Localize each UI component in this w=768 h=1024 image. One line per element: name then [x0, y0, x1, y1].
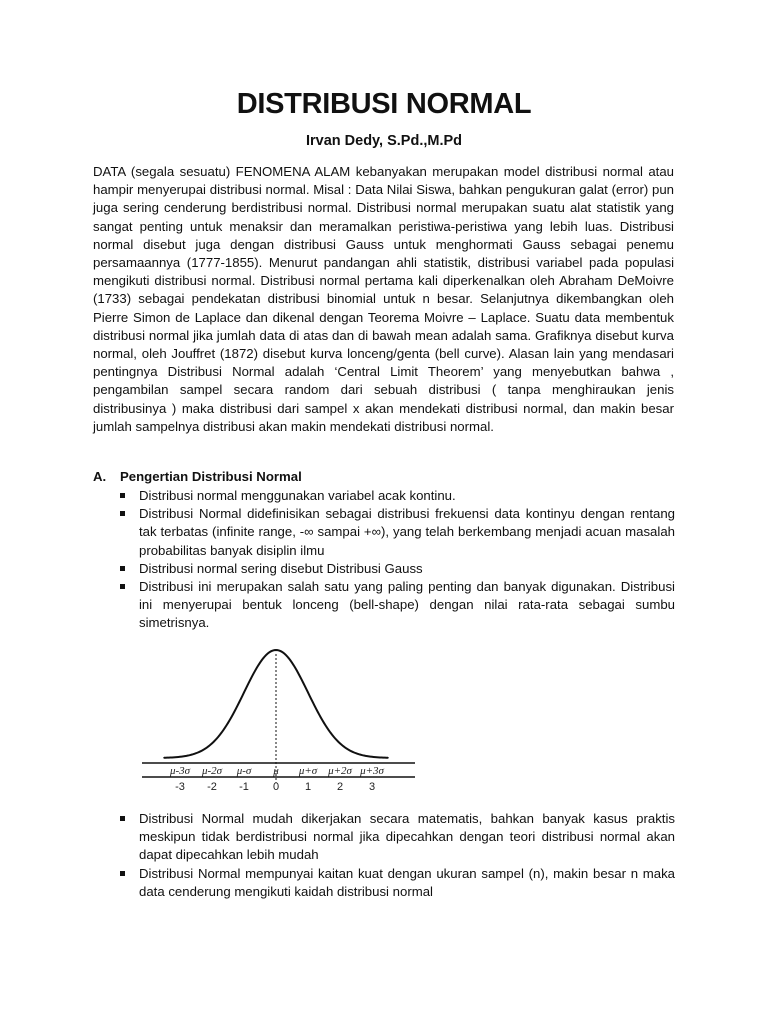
bullet-item: Distribusi Normal mempunyai kaitan kuat dengan ukuran sampel (n), makin besar n maka data cenderung mengikuti kaidah distribusi normal [139, 865, 675, 901]
curve-point [179, 756, 181, 758]
z-tick-label: 2 [336, 781, 344, 792]
curve-point [163, 757, 165, 759]
curve-point [243, 692, 245, 694]
section-title: Pengertian Distribusi Normal [120, 469, 302, 484]
bullet-item: Distribusi Normal didefinisikan sebagai distribusi frekuensi data kontinyu dengan rentang tak terbatas (infinite range, -∞ sampai +∞), yang telah berkembang menjadi acuan masalah probabilitas banyak disiplin ilmu [139, 505, 675, 560]
bullet-item: Distribusi ini merupakan salah satu yang paling penting dan banyak digunakan. Distribusi ini menyerupai bentuk lonceng (bell-shape) dengan nilai rata-rata sebagai sumbu simetrisnya. [139, 578, 675, 633]
mu-tick-label: μ-σ [236, 765, 252, 777]
bullet-list-definition [139, 487, 675, 633]
mu-tick-label: μ+σ [298, 765, 318, 777]
mu-tick-label: μ+3σ [360, 765, 384, 777]
bullet-item: Distribusi normal menggunakan variabel acak kontinu. [139, 487, 675, 505]
curve-point [211, 743, 213, 745]
z-tick-label: -1 [239, 781, 249, 792]
curve-point [195, 752, 197, 754]
curve-point [227, 722, 229, 724]
z-tick-label: -2 [207, 781, 217, 792]
z-tick-label: -3 [175, 781, 185, 792]
curve-point [355, 752, 357, 754]
section-letter: A. [93, 469, 107, 484]
curve-point [387, 757, 389, 759]
mu-tick-label: μ+2σ [328, 765, 352, 777]
z-tick-label: 3 [368, 781, 376, 792]
curve-point [323, 722, 325, 724]
bullet-item: Distribusi normal sering disebut Distribusi Gauss [139, 560, 675, 578]
page-title: DISTRIBUSI NORMAL [236, 88, 532, 120]
mu-tick-label: μ-3σ [169, 765, 191, 777]
curve-point [339, 743, 341, 745]
intro-paragraph: DATA (segala sesuatu) FENOMENA ALAM kebanyakan merupakan model distribusi normal atau hampir menyerupai distribusi normal. Misal : Data Nilai Siswa, bahkan pengukuran galat (error) pun juga sering cenderung berdistribusi normal. Distribusi normal merupakan suatu alat statistik yang sangat penting untuk menaksir dan meramalkan peristiwa-peristiwa yang lebih luas. Distribusi normal disebut juga dengan distribusi Gauss untuk menghormati Gauss sebagai penemu persamaannya (1777-1855). Menurut pandangan ahli statistik, distribusi variabel pada populasi mengikuti distribusi normal. Distribusi normal pertama kali diperkenalkan oleh Abraham DeMoivre (1733) sebagai pendekatan distribusi binomial untuk n besar. Selanjutnya dikembangkan oleh Pierre Simon de Laplace dan dikenal dengan Teorema Moivre – Laplace. Suatu data membentuk distribusi normal jika jumlah data di atas dan di bawah mean adalah sama. Grafiknya disebut kurva normal, oleh Jouffret (1872) disebut kurva lonceng/genta (bell curve). Alasan lain yang mendasari pentingnya Distribusi Normal adalah ‘Central Limit Theorem’ yang menyebutkan bahwa , pengambilan sampel secara random dari sebuah distribusi ( tanpa menghiraukan jenis distribusinya ) maka distribusi dari sampel x akan mendekati distribusi normal, dan makin besar jumlah sampelnya distribusi akan makin mendekati distribusi normal. [93, 164, 674, 434]
section-a-heading [93, 469, 302, 484]
bullet-list-properties [139, 810, 675, 901]
z-tick-label: 0 [272, 781, 280, 792]
mu-tick-label: μ [273, 765, 279, 777]
z-tick-label: 1 [304, 781, 312, 792]
curve-point [307, 692, 309, 694]
normal-distribution-chart [140, 640, 420, 792]
curve-point [259, 662, 261, 664]
bullet-item: Distribusi Normal mudah dikerjakan secara matematis, bahkan banyak kasus praktis meskipun tidak berdistribusi normal jika dipecahkan dengan teori distribusi normal akan dapat dipecahkan lebih mudah [139, 810, 675, 865]
curve-point [275, 649, 277, 651]
author-line: Irvan Dedy, S.Pd.,M.Pd [305, 133, 463, 149]
curve-point [371, 756, 373, 758]
curve-point [291, 662, 293, 664]
mu-tick-label: μ-2σ [201, 765, 223, 777]
